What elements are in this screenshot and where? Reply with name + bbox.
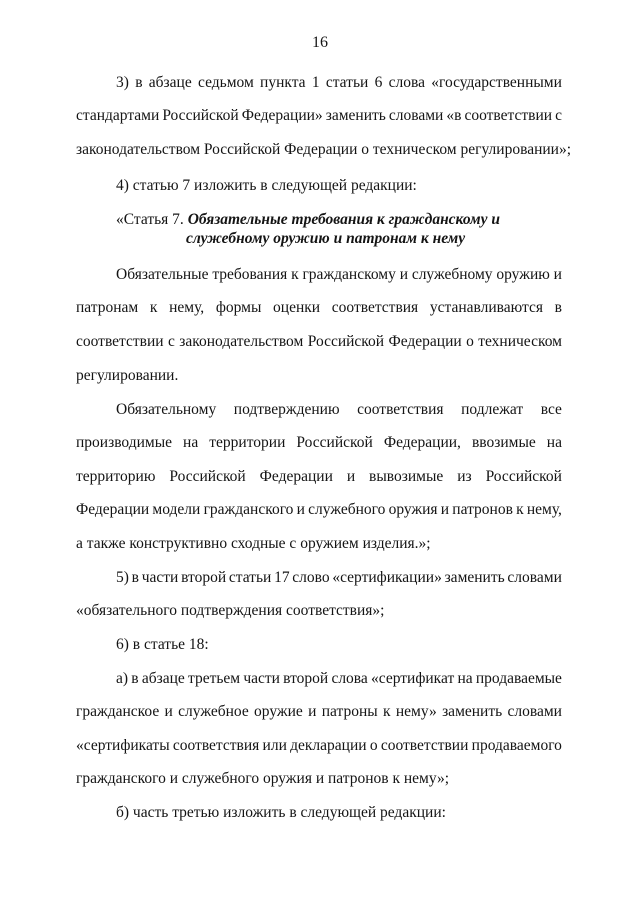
article-title: Обязательные требования к гражданскому и [187,211,500,228]
text-line: а также конструктивно сходные с оружием изделия.»; [76,535,431,552]
text-line: 4) статью 7 изложить в следующей редакции: [116,177,417,194]
text-line: 6) в статье 18: [116,636,209,653]
text-line: производимые на территории Российской Федерации, ввозимые на [76,434,562,451]
text-line: а) в абзаце третьем части второй слова «сертификат на продаваемые [116,670,562,687]
text-line: «сертификаты соответствия или декларации о соответствии продаваемого [76,737,562,754]
text-line: Обязательному подтверждению соответствия подлежат все [116,401,562,418]
text-line: гражданского и служебного оружия и патронов к нему»; [76,770,450,787]
text-line: «обязательного подтверждения соответствия»; [76,602,385,619]
article-title-cont: служебному оружию и патронам к нему [186,230,466,247]
text-line: Федерации модели гражданского и служебного оружия и патронов к нему, [76,501,562,518]
text-line: 5) в части второй статьи 17 слово «сертификации» заменить словами [116,569,562,586]
article-number: «Статья 7. [116,211,188,228]
text-line: территорию Российской Федерации и вывозимые из Российской [76,468,562,485]
text-line: гражданское и служебное оружие и патроны к нему» заменить словами [76,703,562,720]
text-line: б) часть третью изложить в следующей редакции: [116,804,446,821]
text-line: регулировании. [76,367,179,384]
text-line: стандартами Российской Федерации» заменить словами «в соответствии с [76,107,562,124]
article-heading [116,210,500,230]
page-number: 16 [312,34,328,51]
text-line: патронам к нему, формы оценки соответствия устанавливаются в [76,299,562,316]
article-heading-cont [186,229,465,249]
text-line: соответствии с законодательством Российской Федерации о техническом [76,333,562,350]
text-line: Обязательные требования к гражданскому и служебному оружию и [116,266,562,283]
text-line: законодательством Российской Федерации о техническом регулировании»; [76,141,572,158]
text-line: 3) в абзаце седьмом пункта 1 статьи 6 слова «государственными [116,74,562,91]
